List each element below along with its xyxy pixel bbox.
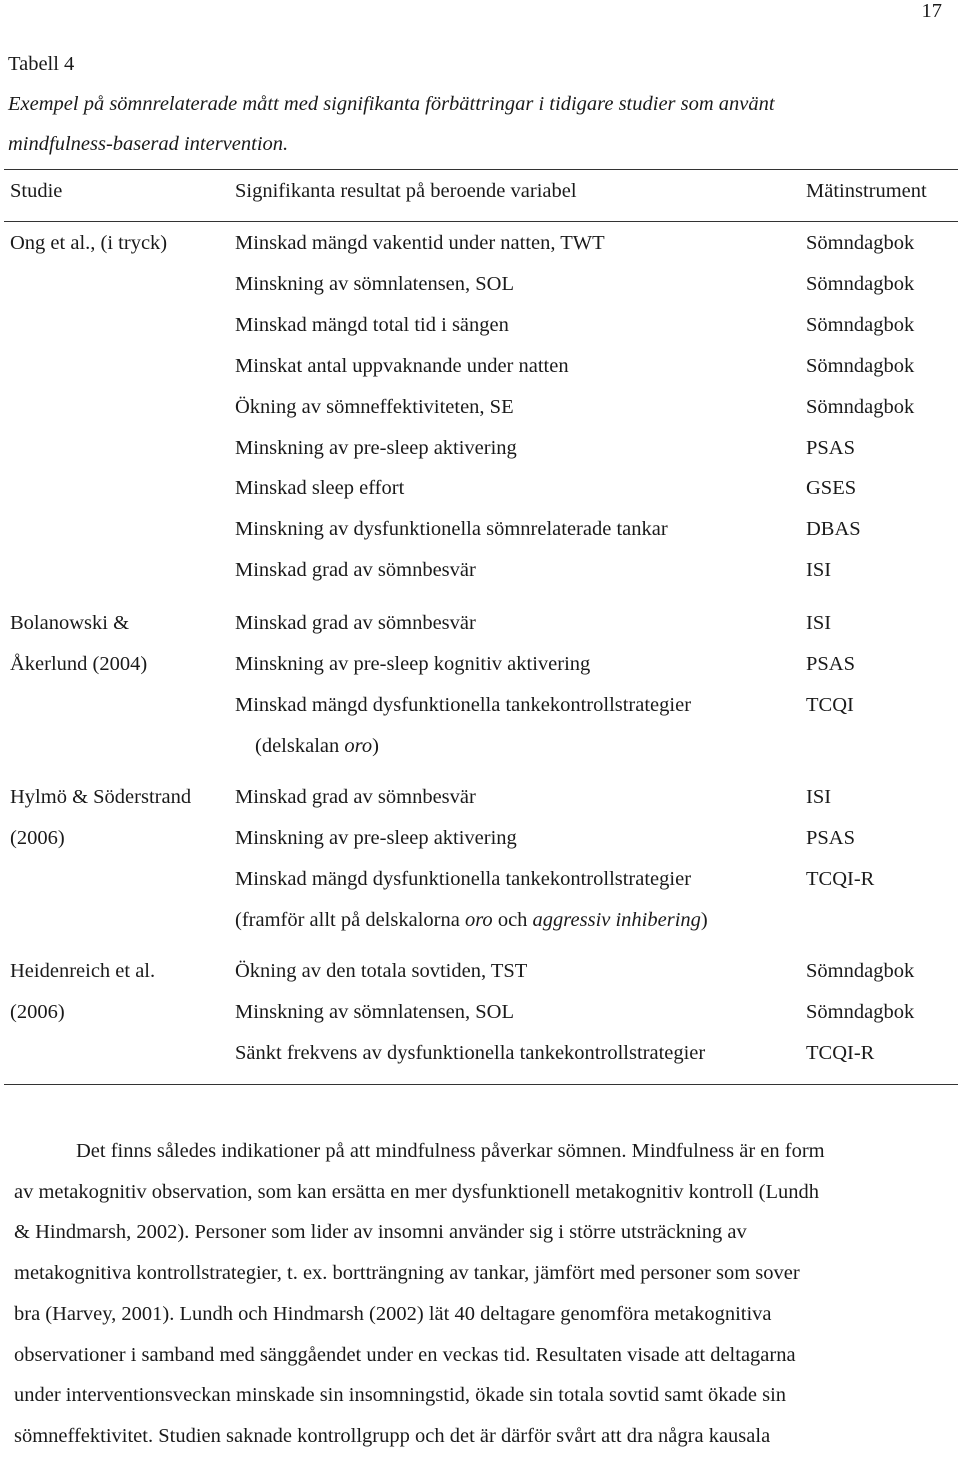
result-cell: Sänkt frekvens av dysfunktionella tankekontrollstrategier bbox=[235, 1041, 706, 1064]
header-result: Signifikanta resultat på beroende variabel bbox=[235, 180, 577, 202]
header-study: Studie bbox=[10, 180, 63, 202]
instrument-cell: ISI bbox=[806, 612, 832, 634]
paragraph-line: observationer i samband med sänggåendet under en veckas tid. Resultaten visade att deltagarna bbox=[14, 1343, 796, 1366]
instrument-cell: Sömndagbok bbox=[806, 1000, 915, 1023]
study-name: (2006) bbox=[10, 826, 65, 849]
result-cell: Minskad grad av sömnbesvär bbox=[235, 559, 476, 582]
result-cell: Minskad grad av sömnbesvär bbox=[235, 612, 476, 634]
instrument-cell: TCQI bbox=[806, 693, 854, 716]
paragraph-line: metakognitiva kontrollstrategier, t. ex. bortträngning av tankar, jämfört med personer som sover bbox=[14, 1262, 800, 1285]
instrument-cell: Sömndagbok bbox=[806, 313, 915, 336]
study-name: Åkerlund (2004) bbox=[10, 652, 148, 675]
table-caption-line: mindfulness-baserad intervention. bbox=[8, 133, 289, 155]
instrument-cell: ISI bbox=[806, 559, 832, 582]
paragraph-line: av metakognitiv observation, som kan ersätta en mer dysfunktionell metakognitiv kontroll (Lundh bbox=[14, 1180, 820, 1203]
result-cell: Minskad mängd vakentid under natten, TWT bbox=[235, 232, 605, 254]
instrument-cell: Sömndagbok bbox=[806, 960, 915, 982]
result-cell: Minskad mängd dysfunktionella tankekontrollstrategier bbox=[235, 693, 692, 716]
instrument-cell: PSAS bbox=[806, 436, 856, 459]
result-cell: Minskning av sömnlatensen, SOL bbox=[235, 272, 515, 295]
result-cell: Minskad mängd dysfunktionella tankekontrollstrategier bbox=[235, 867, 692, 890]
paragraph-line: Det finns således indikationer på att mindfulness påverkar sömnen. Mindfulness är en form bbox=[76, 1140, 825, 1162]
result-cell: Minskad mängd total tid i sängen bbox=[235, 313, 509, 336]
body-paragraph bbox=[14, 1131, 954, 1457]
table-label: Tabell 4 bbox=[8, 53, 75, 75]
result-cell: Minskning av sömnlatensen, SOL bbox=[235, 1000, 515, 1023]
study-name: Heidenreich et al. bbox=[10, 960, 156, 982]
result-cell: Ökning av den totala sovtiden, TST bbox=[235, 960, 528, 982]
result-cell: Minskat antal uppvaknande under natten bbox=[235, 354, 569, 377]
instrument-cell: ISI bbox=[806, 786, 832, 808]
instrument-cell: PSAS bbox=[806, 652, 856, 675]
instrument-cell: TCQI-R bbox=[806, 1041, 875, 1064]
result-cell: Minskning av pre-sleep aktivering bbox=[235, 436, 517, 459]
result-cell: Minskning av dysfunktionella sömnrelaterade tankar bbox=[235, 518, 668, 541]
result-note: (delskalan oro) bbox=[255, 734, 379, 757]
instrument-cell: Sömndagbok bbox=[806, 272, 915, 295]
study-name: (2006) bbox=[10, 1000, 65, 1023]
study-name: Ong et al., (i tryck) bbox=[10, 232, 168, 254]
result-cell: Minskad sleep effort bbox=[235, 477, 405, 500]
result-cell: Minskning av pre-sleep aktivering bbox=[235, 826, 517, 849]
result-cell: Minskning av pre-sleep kognitiv aktivering bbox=[235, 652, 591, 675]
paragraph-line: sömneffektivitet. Studien saknade kontrollgrupp och det är därför svårt att dra några kausala bbox=[14, 1424, 771, 1447]
table-top-rule bbox=[4, 169, 958, 170]
instrument-cell: Sömndagbok bbox=[806, 395, 915, 418]
result-note: (framför allt på delskalorna oro och aggressiv inhibering) bbox=[235, 908, 708, 931]
instrument-cell: PSAS bbox=[806, 826, 856, 849]
instrument-cell: TCQI-R bbox=[806, 867, 875, 890]
study-name: Bolanowski & bbox=[10, 612, 130, 634]
header-rule bbox=[4, 221, 958, 222]
result-cell: Minskad grad av sömnbesvär bbox=[235, 786, 476, 808]
instrument-cell: Sömndagbok bbox=[806, 354, 915, 377]
paragraph-line: bra (Harvey, 2001). Lundh och Hindmarsh (2002) lät 40 deltagare genomföra metakognitiva bbox=[14, 1302, 772, 1325]
paragraph-line: & Hindmarsh, 2002). Personer som lider av insomni använder sig i större utsträckning av bbox=[14, 1221, 747, 1244]
result-cell: Ökning av sömneffektiviteten, SE bbox=[235, 395, 514, 418]
table-bottom-rule bbox=[4, 1084, 958, 1085]
page-number: 17 bbox=[921, 0, 942, 22]
instrument-cell: DBAS bbox=[806, 518, 861, 541]
header-instrument: Mätinstrument bbox=[806, 180, 927, 202]
table-caption-line: Exempel på sömnrelaterade mått med signifikanta förbättringar i tidigare studier som använt bbox=[8, 93, 775, 115]
instrument-cell: GSES bbox=[806, 477, 857, 500]
paragraph-line: under interventionsveckan minskade sin insomningstid, ökade sin totala sovtid samt ökade sin bbox=[14, 1384, 787, 1407]
study-name: Hylmö & Söderstrand bbox=[10, 786, 192, 808]
instrument-cell: Sömndagbok bbox=[806, 232, 915, 254]
